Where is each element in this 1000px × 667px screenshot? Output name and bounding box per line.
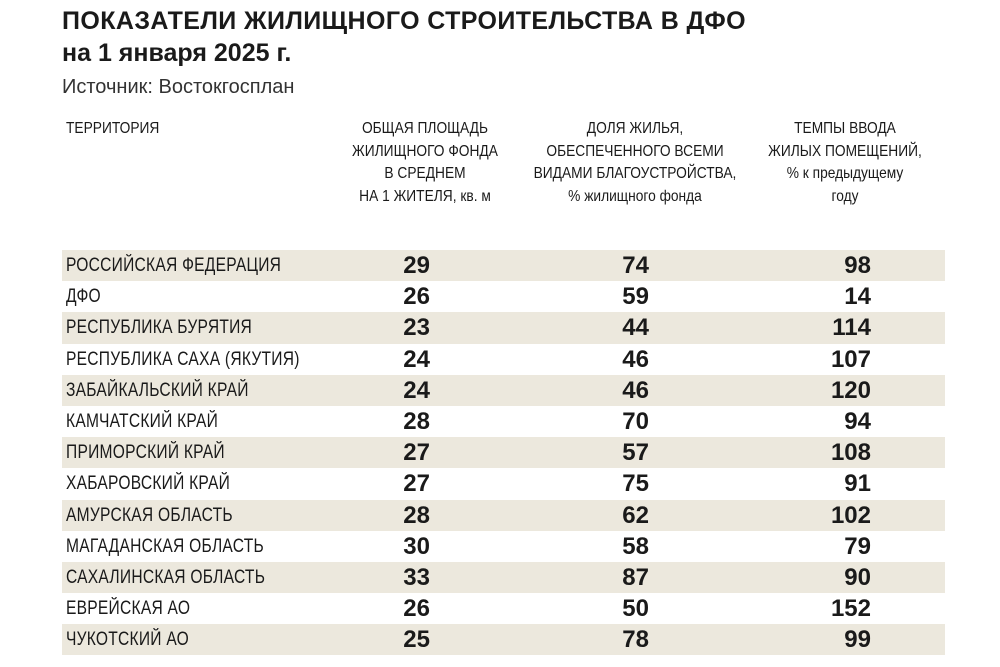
share-value: 74: [622, 252, 649, 279]
rate-value: 91: [844, 470, 871, 498]
territory-name: ХАБАРОВСКИЙ КРАЙ: [66, 473, 231, 495]
table-row: [62, 500, 945, 531]
territory-name: РОССИЙСКАЯ ФЕДЕРАЦИЯ: [66, 255, 282, 276]
header-line: ОБЕСПЕЧЕННОГО ВСЕМИ: [546, 142, 724, 160]
territory-name: АМУРСКАЯ ОБЛАСТЬ: [66, 504, 233, 526]
territory-name: ЕВРЕЙСКАЯ АО: [66, 598, 191, 620]
table-row: [62, 406, 945, 437]
header-area: [309, 118, 541, 208]
area-value: 30: [403, 532, 430, 560]
area-value: 28: [403, 501, 430, 529]
chart-subtitle: на 1 января 2025 г.: [62, 39, 292, 67]
rate-value: 14: [844, 283, 871, 311]
share-value: 59: [622, 283, 649, 311]
territory-name: ЧУКОТСКИЙ АО: [66, 629, 189, 651]
header-line: ЖИЛЫХ ПОМЕЩЕНИЙ,: [768, 142, 922, 160]
area-value: 24: [403, 345, 430, 373]
header-line: % к предыдущему: [786, 165, 904, 182]
header-line: ДОЛЯ ЖИЛЬЯ,: [586, 120, 684, 137]
header-rate: [738, 118, 953, 208]
table-row: [62, 624, 945, 655]
header-line: НА 1 ЖИТЕЛЯ, кв. м: [359, 187, 491, 205]
header-line: ТЕМПЫ ВВОДА: [794, 120, 896, 137]
source-note: Источник: Востокгосплан: [62, 76, 295, 98]
share-value: 46: [622, 345, 649, 373]
area-value: 28: [403, 407, 430, 435]
share-value: 58: [622, 532, 649, 560]
share-value: 87: [622, 563, 649, 591]
header-line: ВИДАМИ БЛАГОУСТРОЙСТВА,: [533, 165, 737, 182]
share-value: 50: [622, 595, 649, 623]
rate-value: 94: [844, 407, 871, 435]
area-value: 25: [403, 626, 430, 654]
territory-name: КАМЧАТСКИЙ КРАЙ: [66, 410, 219, 432]
rate-value: 108: [830, 439, 871, 467]
area-value: 26: [403, 283, 430, 311]
share-value: 57: [622, 439, 649, 467]
area-value: 24: [403, 376, 430, 404]
rate-value: 152: [830, 595, 871, 623]
rate-value: 114: [832, 314, 871, 342]
area-value: 33: [403, 563, 430, 591]
table-row: [62, 562, 945, 593]
header-line: % жилищного фонда: [568, 187, 702, 205]
chart-title: ПОКАЗАТЕЛИ ЖИЛИЩНОГО СТРОИТЕЛЬСТВА В ДФО: [62, 7, 746, 35]
territory-name: ЗАБАЙКАЛЬСКИЙ КРАЙ: [66, 379, 249, 401]
share-value: 78: [622, 626, 649, 654]
header-line: В СРЕДНЕМ: [384, 165, 466, 182]
table-row: [62, 312, 945, 343]
rate-value: 98: [844, 252, 871, 279]
area-value: 29: [403, 252, 430, 279]
territory-name: МАГАДАНСКАЯ ОБЛАСТЬ: [66, 535, 264, 557]
table-row: [62, 437, 945, 468]
share-value: 70: [622, 407, 649, 435]
area-value: 26: [403, 595, 430, 623]
header-share: [519, 118, 751, 208]
rate-value: 120: [830, 376, 871, 404]
area-value: 23: [403, 314, 430, 342]
share-value: 44: [622, 314, 649, 342]
table-row: [62, 281, 945, 312]
area-value: 27: [403, 439, 430, 467]
territory-name: РЕСПУБЛИКА БУРЯТИЯ: [66, 317, 253, 339]
rate-value: 107: [830, 345, 871, 373]
table-header: [0, 118, 1000, 238]
table-row: [62, 250, 945, 281]
header-line: году: [831, 187, 859, 205]
rate-value: 79: [844, 532, 871, 560]
share-value: 62: [622, 501, 649, 529]
territory-name: ПРИМОРСКИЙ КРАЙ: [66, 442, 225, 464]
header-line: ОБЩАЯ ПЛОЩАДЬ: [361, 120, 489, 137]
table-row: [62, 375, 945, 406]
table-row: [62, 468, 945, 499]
share-value: 75: [622, 470, 649, 498]
territory-name: САХАЛИНСКАЯ ОБЛАСТЬ: [66, 566, 266, 588]
rate-value: 90: [844, 563, 871, 591]
table-body: [62, 250, 945, 655]
territory-name: ДФО: [66, 286, 101, 308]
header-territory: [66, 118, 159, 141]
rate-value: 102: [830, 501, 871, 529]
header-line: ЖИЛИЩНОГО ФОНДА: [352, 142, 498, 160]
territory-name: РЕСПУБЛИКА САХА (ЯКУТИЯ): [66, 348, 300, 370]
rate-value: 99: [844, 626, 871, 654]
share-value: 46: [622, 376, 649, 404]
table-row: [62, 344, 945, 375]
table-row: [62, 593, 945, 624]
area-value: 27: [403, 470, 430, 498]
header-line: ТЕРРИТОРИЯ: [66, 120, 160, 137]
table-row: [62, 531, 945, 562]
